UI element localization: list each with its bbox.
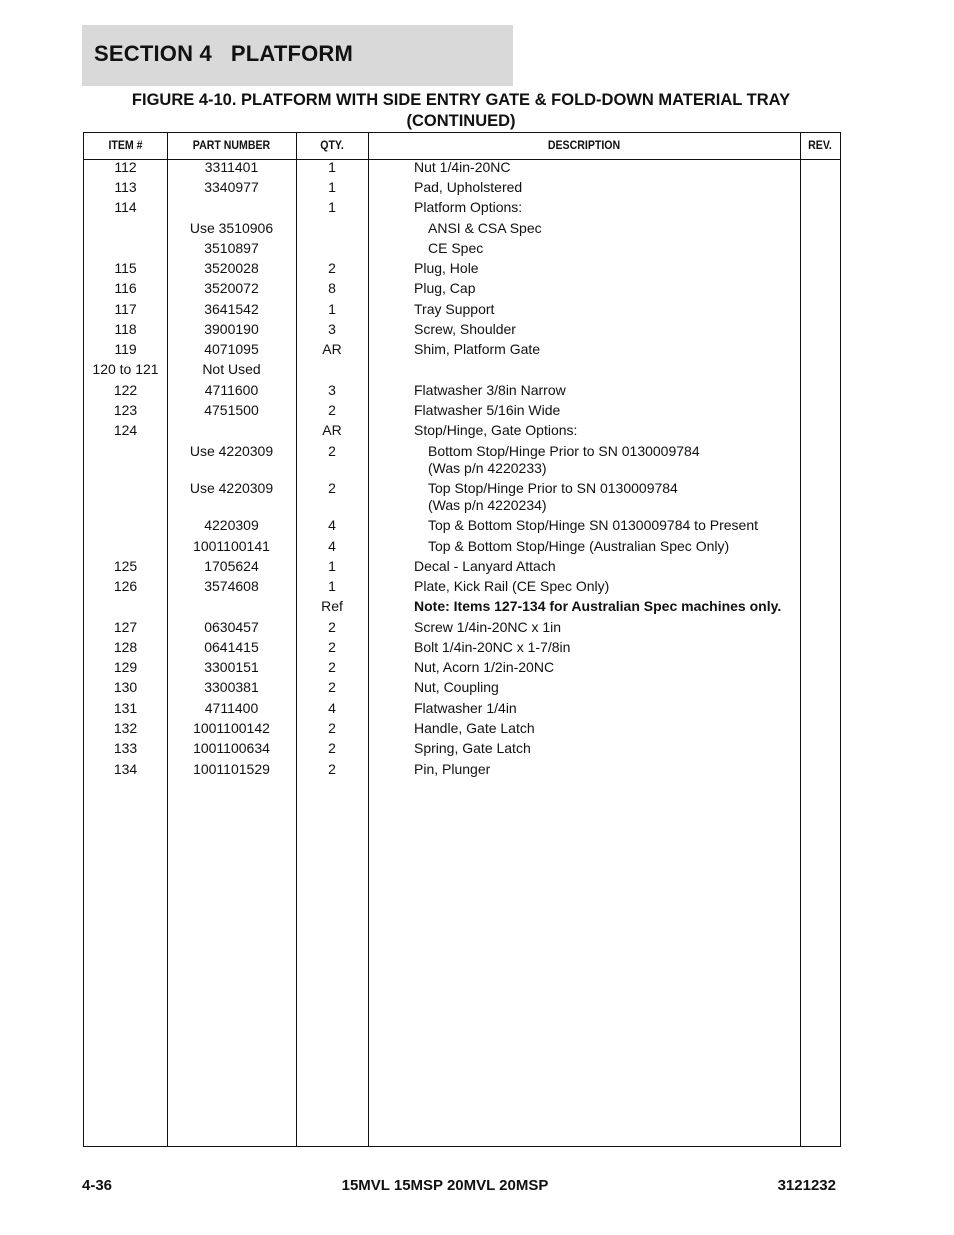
part-number: Not Used [202, 361, 261, 377]
part-number: 3311401 [204, 159, 259, 175]
quantity: 2 [328, 480, 336, 496]
model-numbers: 15MVL 15MSP 20MVL 20MSP [341, 1177, 549, 1194]
part-number: 0641415 [204, 639, 259, 655]
part-number: 3520072 [204, 280, 259, 296]
description: Nut, Coupling [414, 679, 499, 695]
header-qty: QTY. [320, 140, 344, 152]
header-rev: REV. [808, 140, 832, 152]
item-number: 132 [113, 720, 138, 736]
part-number: 3300151 [204, 659, 259, 675]
quantity: 1 [328, 301, 336, 317]
quantity: AR [322, 341, 342, 357]
figure-title-line2: (CONTINUED) [406, 112, 516, 130]
part-number: 3900190 [204, 321, 259, 337]
description: Plate, Kick Rail (CE Spec Only) [414, 578, 610, 594]
description: Bottom Stop/Hinge Prior to SN 0130009784 [428, 443, 700, 459]
part-number: 3520028 [204, 260, 259, 276]
part-number: 3300381 [204, 679, 259, 695]
description: Stop/Hinge, Gate Options: [414, 422, 578, 438]
quantity: 2 [328, 761, 336, 777]
description: Note: Items 127-134 for Australian Spec machines only. [414, 598, 782, 614]
quantity: 2 [328, 619, 336, 635]
quantity: 8 [328, 280, 336, 296]
quantity: 2 [328, 720, 336, 736]
description: Spring, Gate Latch [414, 740, 531, 756]
item-number: 119 [114, 341, 137, 357]
header-part-number: PART NUMBER [192, 140, 271, 152]
description: Screw 1/4in-20NC x 1in [414, 619, 562, 635]
item-number: 113 [114, 179, 137, 195]
item-number: 115 [114, 260, 137, 276]
description: Top Stop/Hinge Prior to SN 0130009784 [428, 480, 678, 496]
header-description: DESCRIPTION [547, 140, 621, 152]
quantity: 2 [328, 679, 336, 695]
description: Flatwasher 3/8in Narrow [414, 382, 566, 398]
item-number: 122 [113, 382, 138, 398]
part-number: 3510897 [204, 240, 259, 256]
quantity: 4 [328, 517, 336, 533]
quantity: 3 [328, 321, 336, 337]
figure-title-line1: FIGURE 4-10. PLATFORM WITH SIDE ENTRY GATE & FOLD-DOWN MATERIAL TRAY [131, 91, 791, 109]
column-divider [368, 133, 369, 1146]
quantity: 1 [328, 199, 336, 215]
item-number: 131 [113, 700, 138, 716]
document-number: 3121232 [777, 1177, 836, 1194]
quantity: 2 [328, 639, 336, 655]
part-number: 3641542 [204, 301, 259, 317]
quantity: Ref [321, 598, 343, 614]
part-number: Use 4220309 [189, 480, 274, 496]
quantity: 2 [328, 659, 336, 675]
part-number: Use 3510906 [189, 220, 274, 236]
description: Decal - Lanyard Attach [414, 558, 556, 574]
quantity: 2 [328, 443, 336, 459]
description: Shim, Platform Gate [414, 341, 541, 357]
quantity: 2 [328, 260, 336, 276]
part-number: 1001100141 [193, 538, 270, 554]
description: CE Spec [428, 240, 484, 256]
description: Pad, Upholstered [414, 179, 523, 195]
item-number: 124 [113, 422, 138, 438]
description: Platform Options: [414, 199, 523, 215]
quantity: 4 [328, 700, 336, 716]
part-number: 1001100142 [193, 720, 270, 736]
item-number: 134 [113, 761, 138, 777]
item-number: 125 [113, 558, 138, 574]
part-number: 4711400 [204, 700, 259, 716]
part-number: 3574608 [204, 578, 259, 594]
description: Tray Support [414, 301, 495, 317]
item-number: 127 [113, 619, 138, 635]
description: Plug, Cap [414, 280, 476, 296]
part-number: 4220309 [204, 517, 259, 533]
item-number: 133 [113, 740, 138, 756]
part-number: 1001101529 [193, 761, 270, 777]
description: Screw, Shoulder [414, 321, 516, 337]
part-number: Use 4220309 [189, 443, 274, 459]
quantity: AR [322, 422, 342, 438]
part-number: 4751500 [204, 402, 259, 418]
description-note: (Was p/n 4220233) [428, 460, 547, 476]
parts-table [83, 132, 841, 1147]
description: Flatwasher 1/4in [414, 700, 517, 716]
description: Pin, Plunger [414, 761, 491, 777]
description: Bolt 1/4in-20NC x 1-7/8in [414, 639, 571, 655]
description: ANSI & CSA Spec [428, 220, 542, 236]
item-number: 130 [113, 679, 138, 695]
section-title: SECTION 4 PLATFORM [94, 41, 354, 66]
description: Plug, Hole [414, 260, 479, 276]
part-number: 1001100634 [193, 740, 270, 756]
page-number: 4-36 [82, 1177, 113, 1194]
header-item: ITEM # [108, 140, 143, 152]
description: Top & Bottom Stop/Hinge (Australian Spec Only) [428, 538, 730, 554]
item-number: 123 [113, 402, 138, 418]
part-number: 4711600 [204, 382, 259, 398]
description: Flatwasher 5/16in Wide [414, 402, 561, 418]
quantity: 2 [328, 402, 336, 418]
quantity: 1 [328, 159, 336, 175]
quantity: 1 [328, 558, 336, 574]
column-divider [800, 133, 801, 1146]
description: Nut 1/4in-20NC [414, 159, 511, 175]
description: Top & Bottom Stop/Hinge SN 0130009784 to Present [428, 517, 758, 533]
quantity: 2 [328, 740, 336, 756]
part-number: 1705624 [204, 558, 259, 574]
part-number: 0630457 [204, 619, 259, 635]
section-header [82, 25, 513, 86]
description: Nut, Acorn 1/2in-20NC [414, 659, 555, 675]
item-number: 118 [114, 321, 137, 337]
item-number: 114 [114, 199, 137, 215]
item-number: 112 [114, 159, 137, 175]
description-note: (Was p/n 4220234) [428, 497, 547, 513]
item-number: 129 [113, 659, 138, 675]
item-number: 116 [114, 280, 137, 296]
quantity: 1 [328, 578, 336, 594]
part-number: 3340977 [204, 179, 259, 195]
item-number: 126 [113, 578, 138, 594]
quantity: 3 [328, 382, 336, 398]
quantity: 4 [328, 538, 336, 554]
description: Handle, Gate Latch [414, 720, 535, 736]
quantity: 1 [328, 179, 336, 195]
item-number: 128 [113, 639, 138, 655]
item-number: 117 [114, 301, 137, 317]
figure-title [82, 90, 840, 132]
item-number: 120 to 121 [92, 361, 159, 377]
part-number: 4071095 [204, 341, 259, 357]
